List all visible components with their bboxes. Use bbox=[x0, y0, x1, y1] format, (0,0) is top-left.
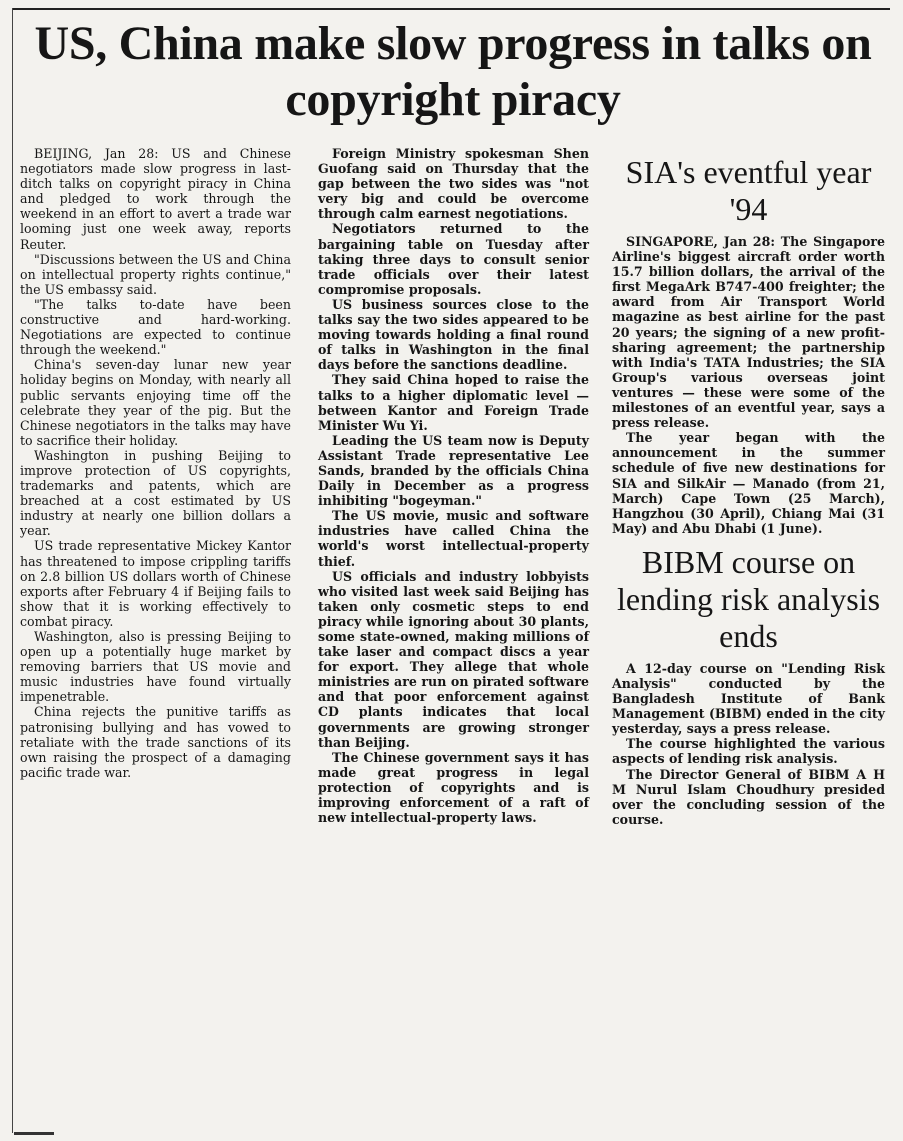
paragraph: Washington in pushing Beijing to improve protection of US copyrights, trademarks and patents, which are breached at a cost estimated by US industry at nearly one billion dollars a year. bbox=[20, 447, 291, 539]
main-story-column-2 bbox=[318, 146, 589, 825]
paragraph: SINGAPORE, Jan 28: The Singapore Airline's biggest aircraft order worth 15.7 billion dollars, the arrival of the first MegaArk B747-400 freighter; the award from Air Transport World magazine as best airline for the past 20 years; the signing of a new profit-sharing agreement; the partnership with India's TATA Industries; the SIA Group's various overseas joint ventures — these were some of the milestones of an eventful year, says a press release. bbox=[612, 234, 885, 431]
top-rule bbox=[12, 8, 890, 10]
left-rule bbox=[12, 8, 13, 1133]
paragraph: They said China hoped to raise the talks to a higher diplomatic level — between Kantor and Foreign Trade Minister Wu Yi. bbox=[318, 372, 589, 433]
sia-headline: SIA's eventful year '94 bbox=[625, 154, 872, 227]
paragraph: Leading the US team now is Deputy Assistant Trade representative Lee Sands, branded by the officials China Daily in December as a progress inhibiting "bogeyman." bbox=[318, 432, 589, 509]
paragraph: US trade representative Mickey Kantor has threatened to impose crippling tariffs on 2.8 billion US dollars worth of Chinese exports after February 4 if Beijing fails to show that it is working effectively to combat piracy. bbox=[20, 538, 291, 629]
bibm-headline: BIBM course on lending risk analysis ends bbox=[616, 543, 881, 654]
main-story-column-1 bbox=[20, 146, 291, 780]
paragraph: A 12-day course on "Lending Risk Analysis" conducted by the Bangladesh Institute of Bank Management (BIBM) ended in the city yesterday, says a press release. bbox=[612, 660, 885, 737]
paragraph: The course highlighted the various aspects of lending risk analysis. bbox=[612, 736, 885, 767]
paragraph: Negotiators returned to the bargaining table on Tuesday after taking three days to consult senior trade officials over their latest compromise proposals. bbox=[318, 221, 589, 297]
paragraph: US officials and industry lobbyists who visited last week said Beijing has taken only cosmetic steps to end piracy while ignoring about 30 plants, some state-owned, making millions of take laser and compact discs a year for export. They allege that whole ministries are run on pirated software and that poor enforcement against CD plants indicates that local governments are growing stronger than Beijing. bbox=[318, 568, 589, 750]
paragraph: China's seven-day lunar new year holiday begins on Monday, with nearly all public servants enjoying time off the celebrate they year of the pig. But the Chinese negotiators in the talks may have to sacrifice their holiday. bbox=[20, 357, 291, 448]
paragraph: The Chinese government says it has made great progress in legal protection of copyrights and is improving enforcement of a raft of new intellectual-property laws. bbox=[318, 749, 589, 826]
paragraph: BEIJING, Jan 28: US and Chinese negotiators made slow progress in last-ditch talks on copyright piracy in China and pledged to work through the weekend in an effort to avert a trade war looming just one week away, reports Reuter. bbox=[20, 146, 291, 252]
paragraph: "The talks to-date have been constructive and hard-working. Negotiations are expected to continue through the weekend." bbox=[20, 296, 291, 358]
paragraph: The Director General of BIBM A H M Nurul Islam Choudhury presided over the concluding session of the course. bbox=[612, 766, 885, 827]
bottom-rule bbox=[14, 1132, 54, 1135]
paragraph: The year began with the announcement in the summer schedule of five new destinations for SIA and SilkAir — Manado (from 21, March) Cape Town (25 March), Hangzhou (30 April), Chiang Mai (31 May) and Abu Dhabi (1 June). bbox=[612, 430, 885, 536]
side-stories-column bbox=[612, 146, 885, 827]
paragraph: Washington, also is pressing Beijing to open up a potentially huge market by removing barriers that US movie and music industries have found virtually impenetrable. bbox=[20, 629, 291, 705]
main-headline: US, China make slow progress in talks on copyright piracy bbox=[34, 17, 872, 126]
paragraph: US business sources close to the talks say the two sides appeared to be moving towards holding a final round of talks in Washington in the final days before the sanctions deadline. bbox=[318, 296, 589, 373]
paragraph: China rejects the punitive tariffs as patronising bullying and has vowed to retaliate with the trade sanctions of its own raising the prospect of a damaging pacific trade war. bbox=[20, 704, 291, 780]
paragraph: Foreign Ministry spokesman Shen Guofang said on Thursday that the gap between the two sides was "not very big and could be overcome through calm earnest negotiations. bbox=[318, 146, 589, 222]
paragraph: "Discussions between the US and China on intellectual property rights continue," the US embassy said. bbox=[20, 251, 291, 297]
paragraph: The US movie, music and software industries have called China the world's worst intellectual-property thief. bbox=[318, 508, 589, 569]
